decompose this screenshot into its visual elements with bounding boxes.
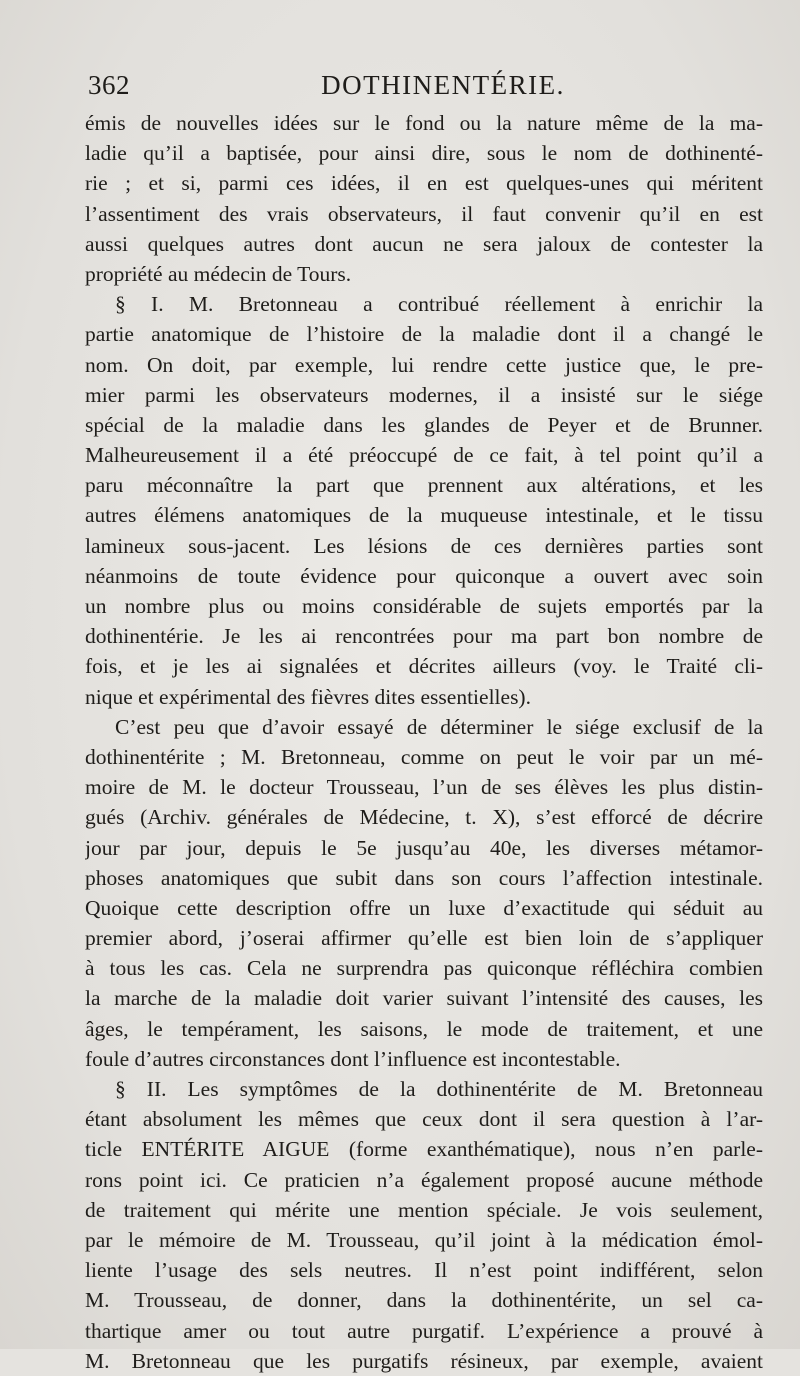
text-line: premier abord, j’oserai affirmer qu’elle est bien loin de s’appliquer — [85, 926, 763, 951]
text-line: émis de nouvelles idées sur le fond ou la nature même de la ma- — [85, 111, 763, 135]
body-text — [85, 108, 763, 1376]
text-line: partie anatomique de l’histoire de la maladie dont il a changé le — [85, 322, 763, 347]
text-line: C’est peu que d’avoir essayé de déterminer le siége exclusif de la — [115, 714, 763, 739]
text-line: Quoique cette description offre un luxe d’exactitude qui séduit au — [85, 895, 763, 920]
text-line: nom. On doit, par exemple, lui rendre cette justice que, le pre- — [85, 352, 763, 377]
text-line: thartique amer ou tout autre purgatif. L’expérience a prouvé à — [85, 1318, 763, 1343]
text-line: M. Trousseau, de donner, dans la dothinentérite, un sel ca- — [85, 1288, 763, 1313]
text-line: l’assentiment des vrais observateurs, il faut convenir qu’il en est — [85, 201, 763, 226]
text-line: par le mémoire de M. Trousseau, qu’il joint à la médication émol- — [85, 1227, 763, 1252]
text-line: à tous les cas. Cela ne surprendra pas quiconque réfléchira combien — [85, 956, 763, 981]
text-line: étant absolument les mêmes que ceux dont il sera question à l’ar- — [85, 1107, 763, 1132]
page-header — [88, 66, 764, 106]
text-line: § II. Les symptômes de la dothinentérite de M. Bretonneau — [115, 1077, 763, 1101]
text-line: ladie qu’il a baptisée, pour ainsi dire, sous le nom de dothinenté- — [85, 141, 763, 166]
text-line: âges, le tempérament, les saisons, le mode de traitement, et une — [85, 1016, 763, 1041]
text-line: fois, et je les ai signalées et décrites ailleurs (voy. le Traité cli- — [85, 654, 763, 679]
page-number: 362 — [88, 70, 130, 100]
text-line: § I. M. Bretonneau a contribué réellement à enrichir la — [115, 292, 763, 317]
text-line: moire de M. le docteur Trousseau, l’un de ses élèves les plus distin- — [85, 775, 763, 800]
text-line: propriété au médecin de Tours. — [85, 261, 352, 286]
text-line: la marche de la maladie doit varier suivant l’intensité des causes, les — [85, 986, 763, 1011]
text-line: lamineux sous-jacent. Les lésions de ces dernières parties sont — [85, 533, 763, 558]
text-line: un nombre plus ou moins considérable de sujets emportés par la — [85, 594, 763, 618]
text-line: autres élémens anatomiques de la muqueuse intestinale, et le tissu — [85, 503, 763, 528]
text-line: Malheureusement il a été préoccupé de ce fait, à tel point qu’il a — [85, 443, 763, 468]
text-line: ticle ENTÉRITE AIGUE (forme exanthématique), nous n’en parle- — [85, 1137, 763, 1162]
text-line: dothinentérie. Je les ai rencontrées pour ma part bon nombre de — [85, 624, 763, 649]
text-line: nique et expérimental des fièvres dites essentielles). — [85, 684, 531, 709]
text-line: rons point ici. Ce praticien n’a également proposé aucune méthode — [85, 1167, 763, 1192]
text-line: gués (Archiv. générales de Médecine, t. X), s’est efforcé de décrire — [85, 805, 763, 830]
text-line: jour par jour, depuis le 5e jusqu’au 40e, les diverses métamor- — [85, 835, 763, 860]
text-line: phoses anatomiques que subit dans son cours l’affection intestinale. — [85, 865, 763, 890]
text-line: mier parmi les observateurs modernes, il a insisté sur le siége — [85, 382, 763, 407]
text-line: liente l’usage des sels neutres. Il n’est point indifférent, selon — [85, 1258, 763, 1283]
text-line: spécial de la maladie dans les glandes de Peyer et de Brunner. — [85, 412, 763, 437]
text-line: dothinentérite ; M. Bretonneau, comme on peut le voir par un mé- — [85, 744, 763, 769]
text-line: paru méconnaître la part que prennent aux altérations, et les — [85, 473, 763, 498]
running-title: DOTHINENTÉRIE. — [321, 70, 565, 100]
text-line: rie ; et si, parmi ces idées, il en est quelques-unes qui méritent — [85, 171, 763, 196]
text-line: de traitement qui mérite une mention spéciale. Je vois seulement, — [85, 1197, 763, 1222]
text-line: aussi quelques autres dont aucun ne sera jaloux de contester la — [85, 231, 763, 256]
text-line: M. Bretonneau que les purgatifs résineux, par exemple, avaient — [85, 1348, 763, 1373]
text-line: néanmoins de toute évidence pour quiconque a ouvert avec soin — [85, 563, 763, 588]
text-line: foule d’autres circonstances dont l’influence est incontestable. — [85, 1046, 621, 1071]
